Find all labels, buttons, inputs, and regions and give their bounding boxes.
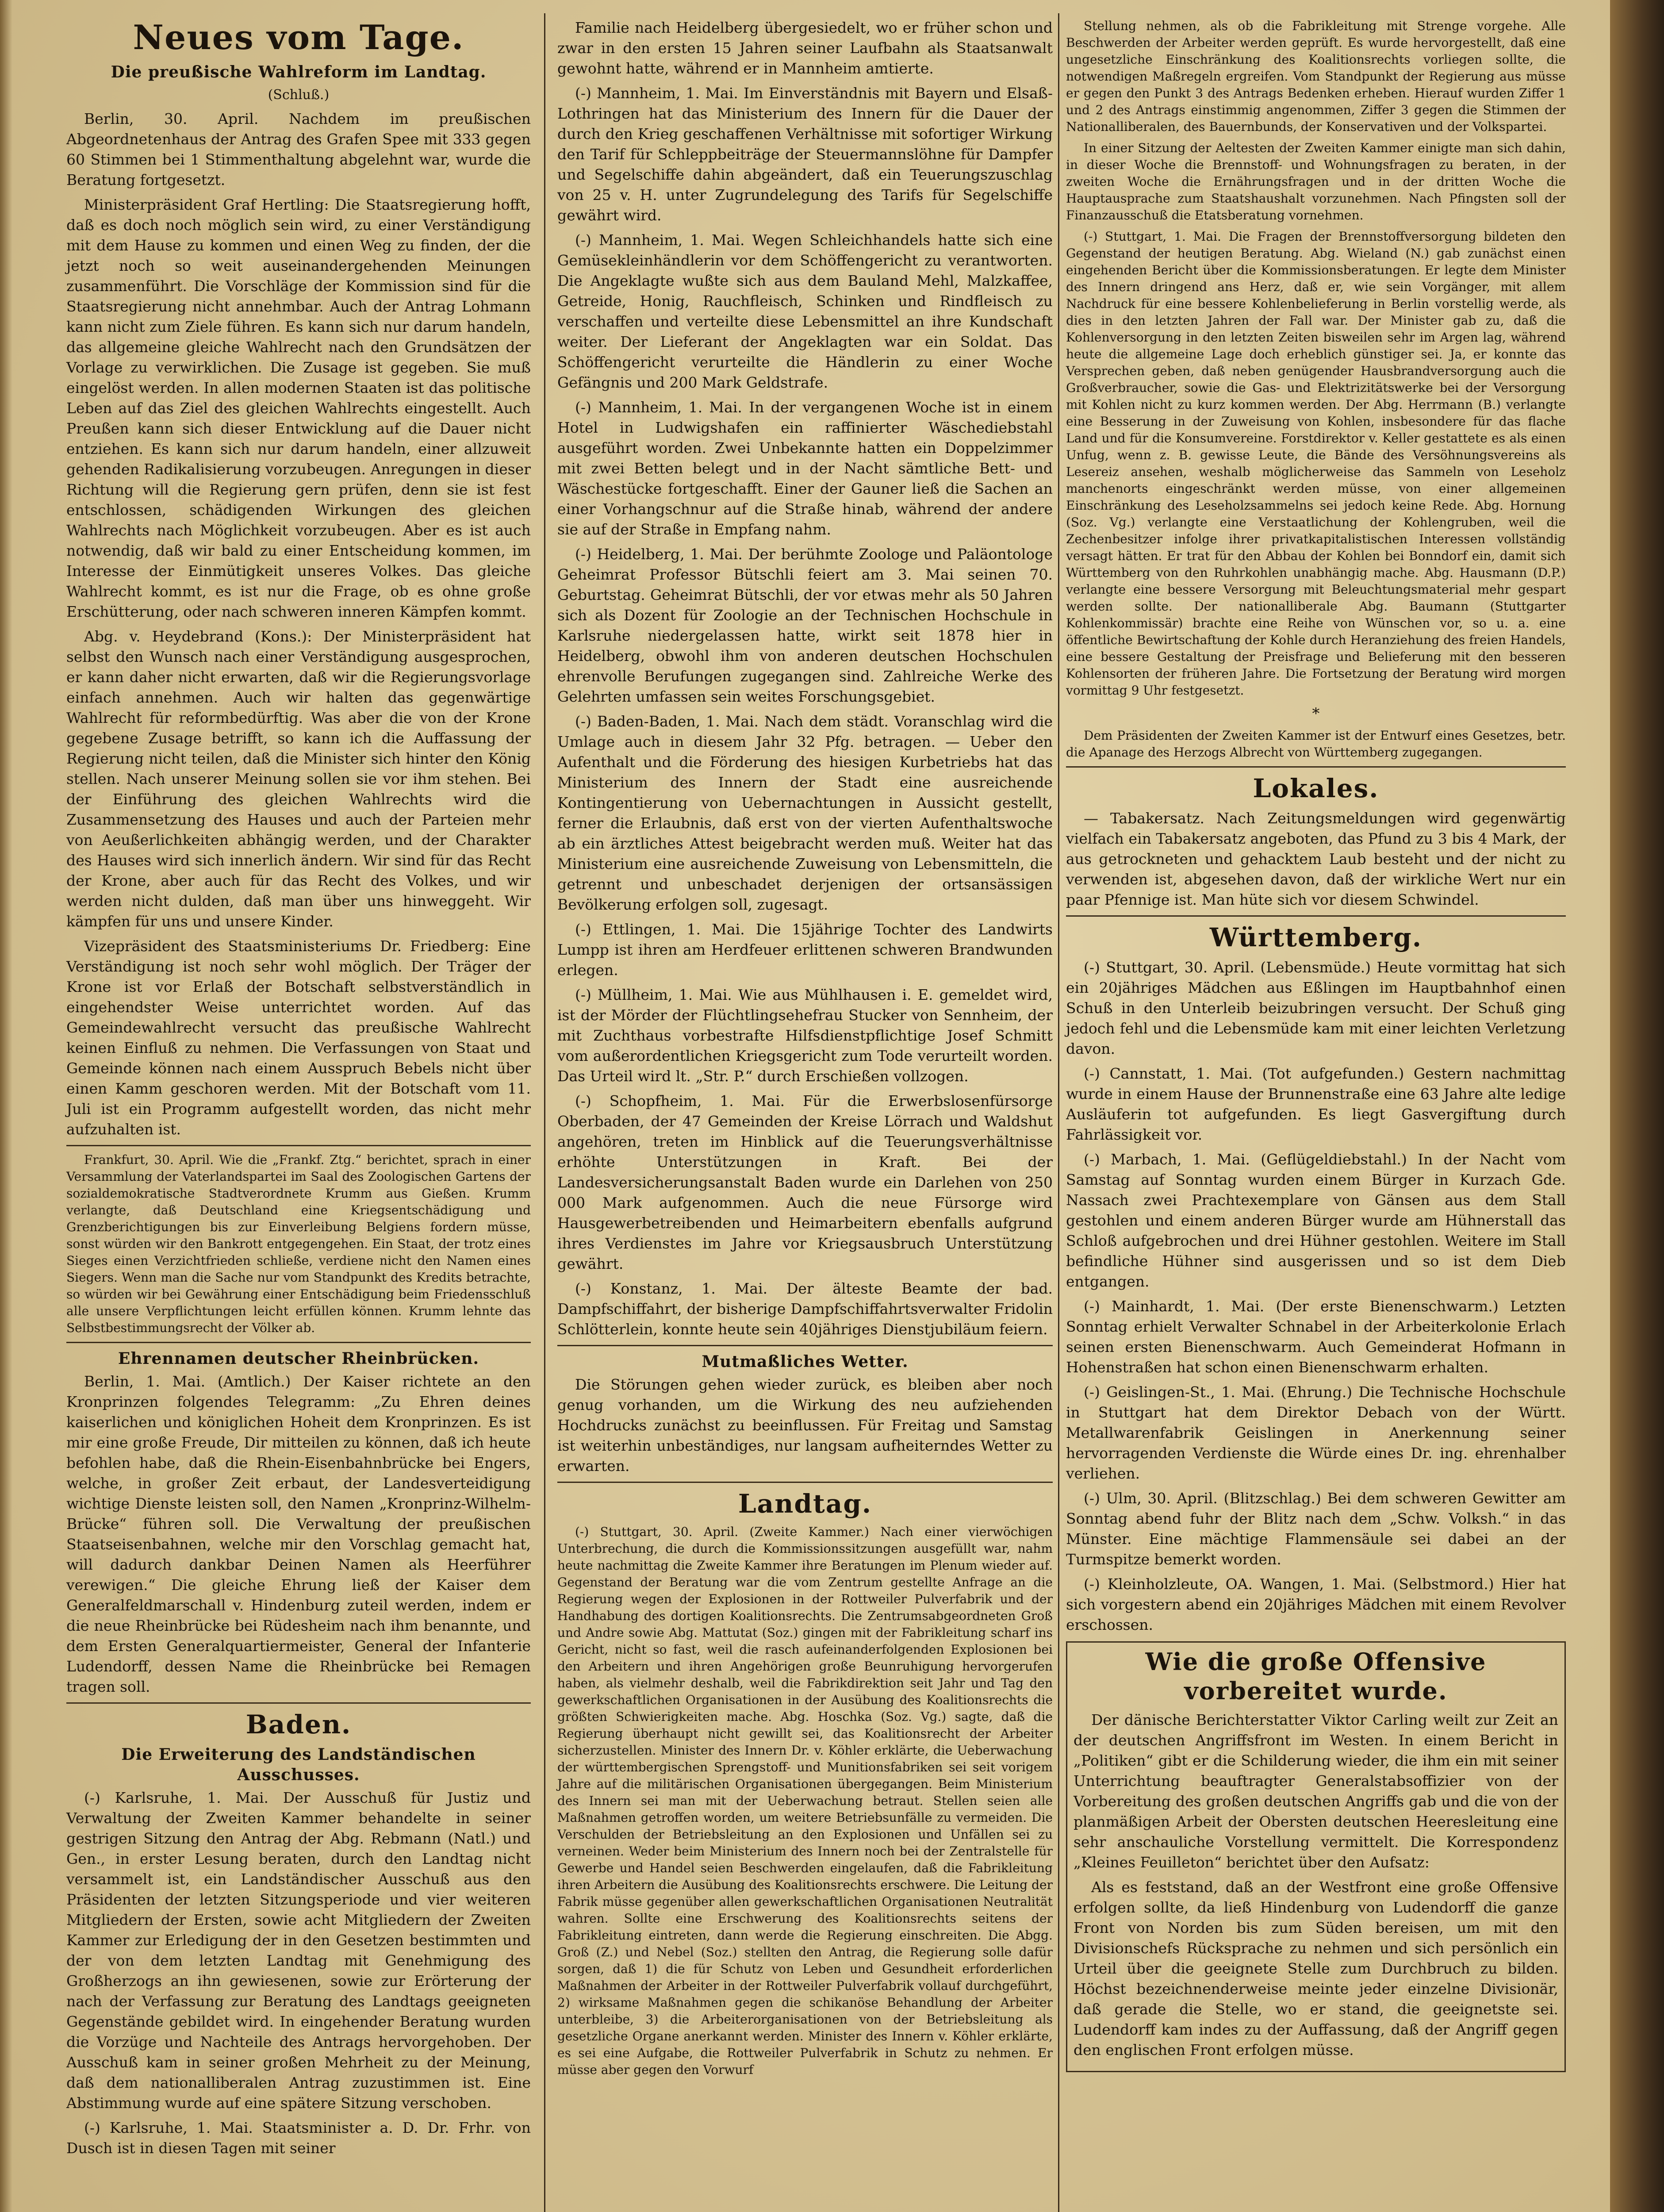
subheading-ausschuss: Die Erweiterung des Landständischen Ausschusses. <box>121 1745 476 1784</box>
column-rule-1 <box>544 13 545 2212</box>
article-paragraph: Abg. v. Heydebrand (Kons.): Der Ministerpräsident hat selbst den Wunsch nach einer Verständigung ausgesprochen, er kann daher nicht erwarten, daß wir die Regierungsvorlage einfach annehmen. Auch wir halten das gegenwärtige Wahlrecht für reformbedürftig. Was aber die von der Krone gegebene Zusage betrifft, so kann ich die Auffassung der Regierung nicht teilen, daß die Minister sich hinter den König stellen. Nach unserer Meinung sollen sie vor ihm stehen. Bei der Einführung des gleichen Wahlrechts wird die Zusammensetzung des Hauses und auch der Parteien mehr von Aeußerlichkeiten abhängig werden, und der Charakter des Hauses wird sich innerlich ändern. Wir sind für das Recht der Krone, aber auch für das Recht des Volkes, und wir werden nicht dulden, daß man über uns hinweggeht. Wir kämpfen für uns und unsere Kinder. <box>66 628 531 930</box>
heading-wuerttemberg: Württemberg. <box>1209 922 1422 952</box>
heading-lokales: Lokales. <box>1253 773 1379 803</box>
divider <box>66 1702 531 1704</box>
column-left <box>66 18 531 2163</box>
article-paragraph: (-) Schopfheim, 1. Mai. Für die Erwerbslosenfürsorge Oberbaden, der 47 Gemeinden der Kreise Lörrach und Waldshut angehören, treten im Hinblick auf die Teuerungsverhältnisse erhöhte Unterstützungen in Kraft. Bei der Landesversicherungsanstalt Baden wurde ein Darlehen von 250 000 Mark aufgenommen. Auch die neue Fürsorge wird Hausgewerbetreibenden und Heimarbeitern ebenfalls aufgrund ihres Verdienstes im Jahre vor Kriegsausbruch Unterstützung gewährt. <box>557 1092 1053 1272</box>
divider <box>66 1145 531 1146</box>
article-paragraph: (-) Ulm, 30. April. (Blitzschlag.) Bei dem schweren Gewitter am Sonntag abend fuhr der Blitz nach dem „Schw. Volksh.“ in das Münster. Eine mächtige Flammensäule sei dabei an der Turmspitze bemerkt worden. <box>1066 1490 1566 1568</box>
article-paragraph: Berlin, 30. April. Nachdem im preußischen Abgeordnetenhaus der Antrag des Grafen Spee mit 333 gegen 60 Stimmen bei 1 Stimmenthaltung abgelehnt war, wurde die Beratung fortgesetzt. <box>66 110 531 188</box>
article-paragraph: Der dänische Berichterstatter Viktor Carling weilt zur Zeit an der deutschen Angriffsfront im Westen. In einem Bericht in „Politiken“ gibt er die Schilderung wieder, die ihm ein mit seiner Unterrichtung beauftragter Generalstabsoffizier von der Vorbereitung des großen deutschen Angriffs gab und die von der planmäßigen Arbeit der Obersten deutschen Heeresleitung eine sehr anschauliche Vorstellung vermittelt. Die Korrespondenz „Kleines Feuilleton“ berichtet über den Aufsatz: <box>1074 1711 1558 1871</box>
article-paragraph: (-) Müllheim, 1. Mai. Wie aus Mühlhausen i. E. gemeldet wird, ist der Mörder der Flüchtlingsehefrau Stucker von Sennheim, der mit Zuchthaus vorbestrafte Hilfsdienstpflichtige Josef Schmitt vom außerordentlichen Kriegsgericht zum Tode verurteilt worden. Das Urteil wird lt. „Str. P.“ durch Erschießen vollzogen. <box>557 986 1053 1085</box>
article-paragraph: Dem Präsidenten der Zweiten Kammer ist der Entwurf eines Gesetzes, betr. die Apanage des Herzogs Albrecht von Württemberg zugegangen. <box>1066 728 1566 760</box>
small-print-block <box>66 1152 531 1336</box>
article-paragraph: (-) Geislingen-St., 1. Mai. (Ehrung.) Die Technische Hochschule in Stuttgart hat dem Direktor Debach von der Württ. Metallwarenfabrik Geislingen in Anerkennung seiner hervorragenden Verdienste die Würde eines Dr. ing. ehrenhalber verliehen. <box>1066 1383 1566 1482</box>
article-paragraph: (-) Stuttgart, 30. April. (Zweite Kammer.) Nach einer vierwöchigen Unterbrechung, die durch die Kommissionssitzungen ausgefüllt war, nahm heute nachmittag die Zweite Kammer ihre Beratungen im Plenum wieder auf. Gegenstand der Beratung war die vom Zentrum gestellte Anfrage an die Regierung wegen der Explosionen in der Rottweiler Pulverfabrik und der Handhabung des dortigen Koalitionsrechts. Die Zentrumsabgeordneten Groß und Andre sowie Abg. Mattutat (Soz.) gingen mit der Fabrikleitung scharf ins Gericht, nicht so fast, weil die rasch aufeinanderfolgenden Explosionen bei den Arbeitern und ihren Angehörigen große Beunruhigung hervorgerufen haben, als vielmehr deshalb, weil die Fabrikdirektion seit Jahr und Tag den gewerkschaftlichen Organisationen in der Ausübung des Koalitionsrechts die größten Schwierigkeiten mache. Abg. Hoschka (Soz. Vg.) sagte, daß die Regierung überhaupt nicht gewillt sei, das Koalitionsrecht der Arbeiter sicherzustellen. Minister des Innern Dr. v. Köhler erklärte, die Ueberwachung der württembergischen Sprengstoff- und Munitionsfabriken sei seit vorigem Jahre auf die militärischen Organisationen übergegangen. Beim Ministerium des Innern sei man mit der Ueberwachung betraut. Stellen seien alle Maßnahmen getroffen worden, um weitere Betriebsunfälle zu vermeiden. Die Verschulden der Betriebsleitung an den Explosionen und Unfällen sei zu verneinen. Weder beim Ministerium des Innern noch bei der Zentralstelle für Gewerbe und Handel seien Beschwerden eingelaufen, daß die Fabrikleitung ihren Arbeitern die Ausübung des Koalitionsrechts erschwere. Die Leitung der Fabrik müsse gegenüber allen gewerkschaftlichen Organisationen Neutralität wahren. Sollte eine Erschwerung des Koalitionsrechts seitens der Fabrikleitung eintreten, dann werde die Regierung einschreiten. Die Abgg. Groß (Z.) und Nebel (Soz.) stellten den Antrag, die Regierung solle dafür sorgen, daß 1) die für Schutz von Leben und Gesundheit erforderlichen Maßnahmen der Arbeiter in der Rottweiler Pulverfabrik vollauf durchgeführt, 2) wirksame Maßnahmen gegen die schikanöse Behandlung der Arbeiter unterbleibe, 3) die Arbeiterorganisationen von der Betriebsleitung als gesetzliche Organe anerkannt werden. Minister des Innern v. Köhler erklärte, es sei eine Aufgabe, die Rottweiler Pulverfabrik in Schutz zu nehmen. Er müsse aber gegen den Vorwurf <box>557 1525 1053 2077</box>
article-paragraph: In einer Sitzung der Aeltesten der Zweiten Kammer einigte man sich dahin, in dieser Woche die Brennstoff- und Wohnungsfragen zu beraten, in der zweiten Woche die Ernährungsfragen und in der dritten Woche die Hauptausprache zum Staatshaushalt vorzunehmen. Nach Pfingsten soll der Finanzausschuß die Etatsberatung vornehmen. <box>1066 141 1566 223</box>
small-print-block <box>557 1524 1053 2078</box>
heading-offensive: Wie die große Offensive vorbereitet wurde. <box>1145 1647 1487 1705</box>
article-paragraph: Frankfurt, 30. April. Wie die „Frankf. Ztg.“ berichtet, sprach in einer Versammlung der Vaterlandspartei im Saal des Zoologischen Gartens der sozialdemokratische Stadtverordnete Krumm aus Gießen. Krumm verlangte, daß Deutschland eine Kriegsentschädigung und Grenzberichtigungen bis zur Einverleibung Belgiens fordern müsse, sonst würden wir den Bankrott entgegengehen. Ein Staat, der trotz eines Sieges einen Verzichtfrieden schließe, verdiene nicht den Namen eines Siegers. Wenn man die Sache nur vom Standpunkt des Kredits betrachte, so würden wir bei Gewährung einer Entschädigung beim Friedensschluß alle unsere Verpflichtungen leicht erfüllen können. Krumm lehnte das Selbstbestimmungsrecht der Völker ab. <box>66 1152 531 1335</box>
article-paragraph: (-) Stuttgart, 30. April. (Lebensmüde.) Heute vormittag hat sich ein 20jähriges Mädchen aus Eßlingen im Hauptbahnhof einen Schuß in den Unterleib beizubringen versucht. Der Schuß ging jedoch fehl und die Lebensmüde kam mit einer leichten Verletzung davon. <box>1066 959 1566 1057</box>
heading-landtag: Landtag. <box>738 1489 872 1519</box>
asterisk-separator: * <box>1312 705 1320 722</box>
article-paragraph: — Tabakersatz. Nach Zeitungsmeldungen wird gegenwärtig vielfach ein Tabakersatz angeboten, das Pfund zu 3 bis 4 Mark, der aus getrockneten und gehacktem Laub besteht und der nicht zu verwenden ist, abgesehen davon, daß der wirkliche Wert nur ein paar Pfennige ist. Man hüte sich vor diesem Schwindel. <box>1066 810 1566 908</box>
article-paragraph: (-) Stuttgart, 1. Mai. Die Fragen der Brennstoffversorgung bildeten den Gegenstand der heutigen Beratung. Abg. Wieland (N.) gab zunächst einen eingehenden Bericht über die Kommissionsberatungen. Er legte dem Minister des Innern dringend ans Herz, daß er, wie sein Vorgänger, mit allem Nachdruck für eine bessere Kohlenbelieferung in Berlin vorstellig werde, als dies in den letzten Jahren der Fall war. Der Minister gab zu, daß die Kohlenversorgung in den letzten Zeiten bisweilen sehr im Argen lag, während heute die allgemeine Lage doch erheblich günstiger sei. Ja, er konnte das Versprechen geben, daß neben genügender Hausbrandversorgung auch die Großverbraucher, sowie die Gas- und Elektrizitätswerke bei der Versorgung mit Kohlen nicht zu kurz kommen werden. Der Abg. Herrmann (B.) verlangte eine Besserung in der Zuweisung von Kohlen, insbesondere für das flache Land und für die Konsumvereine. Forstdirektor v. Keller gestattete es als einen Unfug, wenn z. B. gewisse Leute, die Bände des Versöhnungsvereins als Lesereiz ansehen, weshalb möglicherweise das Sammeln von Leseholz manchenorts eingeschränkt werden müsse, von einer allgemeinen Einschränkung des Leseholzsammelns sei jedoch keine Rede. Abg. Hornung (Soz. Vg.) verlangte eine Verstaatlichung der Kohlengruben, weil die Zechenbesitzer infolge ihrer privatkapitalistischen Interessen vollständig versagt hätten. Er trat für den Abbau der Kohlen bei Bonndorf ein, damit sich Württemberg von den Ruhrkohlen unabhängig mache. Abg. Hausmann (D.P.) verlangte eine bessere Versorgung mit Beleuchtungsmaterial mehr gespart werden sollte. Der nationalliberale Abg. Baumann (Stuttgarter Kohlenkommissär) brachte eine Reihe von Wünschen vor, so u. a. eine öffentliche Bewirtschaftung der Kohle durch Heranziehung des freien Handels, eine bessere Gestaltung der Preisfrage und Belieferung mit den besseren Kohlensorten der früheren Jahre. Die Fortsetzung der Beratung wird morgen vormittag 9 Uhr festgesetzt. <box>1066 229 1566 698</box>
column-middle <box>557 18 1053 2083</box>
heading-wetter: Mutmaßliches Wetter. <box>702 1352 909 1371</box>
article-paragraph: (-) Baden-Baden, 1. Mai. Nach dem städt. Voranschlag wird die Umlage auch in diesem Jahr 32 Pfg. betragen. — Ueber den Aufenthalt und die Förderung des hiesigen Kurbetriebs hat das Ministerium des Innern der Stadt eine ausreichende Kontingentierung von Uebernachtungen in Aussicht gestellt, ferner die Erlaubnis, daß erst von der vierten Aufenthaltswoche ab ein ärztliches Attest beigebracht werden muß. Weiter hat das Ministerium eine ausreichende Zuweisung von Lebensmitteln, die getrennt und unbeschadet derjenigen der ortsansässigen Bevölkerung erfolgen soll, zugesagt. <box>557 713 1053 913</box>
article-paragraph: Familie nach Heidelberg übergesiedelt, wo er früher schon und zwar in den ersten 15 Jahren seiner Laufbahn als Staatsanwalt gewohnt hatte, während er in Mannheim amtierte. <box>557 19 1053 77</box>
page-left-shadow <box>0 0 12 2212</box>
article-paragraph: (-) Mainhardt, 1. Mai. (Der erste Bienenschwarm.) Letzten Sonntag erhielt Verwalter Schnabel in der Arbeiterkolonie Erlach seinen ersten Bienenschwarm. Auch Gemeinderat Hofmann in Hohenstraßen hat schon einen Bienenschwarm erhalten. <box>1066 1298 1566 1376</box>
article-paragraph: Berlin, 1. Mai. (Amtlich.) Der Kaiser richtete an den Kronprinzen folgendes Telegramm: „Zu Ehren deines kaiserlichen und königlichen Hoheit dem Kronprinzen. Es ist mir eine große Freude, Dir mitteilen zu können, daß ich heute befohlen habe, daß die Rhein-Eisenbahnbrücke bei Engers, welche, in großer Zeit erbaut, der Landesverteidigung wichtige Dienste leisten soll, den Namen „Kronprinz-Wilhelm-Brücke“ führen soll. Die Verwaltung der preußischen Staatseisenbahnen, welche mir den Vorschlag gemacht hat, will dadurch dankbar Deinen Namen als Heerführer verewigen.“ Die gleiche Ehrung ließ der Kaiser dem Generalfeldmarschall v. Hindenburg zuteil werden, indem er die neue Rheinbrücke bei Rüdesheim nach ihm benannte, und dem Ersten Generalquartiermeister, General der Infanterie Ludendorff, dessen Name die Rheinbrücke bei Remagen tragen soll. <box>66 1373 531 1695</box>
divider <box>66 1342 531 1343</box>
article-paragraph: (-) Karlsruhe, 1. Mai. Staatsminister a. D. Dr. Frhr. von Dusch ist in diesen Tagen mit seiner <box>66 2119 531 2157</box>
article-paragraph: Als es feststand, daß an der Westfront eine große Offensive erfolgen sollte, da ließ Hindenburg von Ludendorff die ganze Front von Norden bis zum Süden bereisen, um mit den Divisionschefs Rücksprache zu nehmen und sich persönlich ein Urteil über die geeignete Stelle zum Durchbruch zu bilden. Höchst bezeichnenderweise meinte jeder einzelne Divisionär, daß gerade die Stelle, wo er stand, die geeignetste sei. Ludendorff kam indes zu der Auffassung, daß der Angriff gegen den englischen Front erfolgen müsse. <box>1074 1878 1558 2058</box>
column-rule-2 <box>1058 13 1059 2212</box>
article-paragraph: Die Störungen gehen wieder zurück, es bleiben aber noch genug vorhanden, um die Wirkung des neu aufziehenden Hochdrucks zunächst zu beeinflussen. Für Freitag und Samstag ist weiterhin unbeständiges, nur langsam aufheiterndes Wetter zu erwarten. <box>557 1376 1053 1475</box>
subheading-wahlreform: Die preußische Wahlreform im Landtag. <box>111 63 487 81</box>
article-paragraph: Ministerpräsident Graf Hertling: Die Staatsregierung hofft, daß es doch noch möglich sein wird, zu einer Verständigung mit dem Hause zu kommen und einen Weg zu finden, der die jetzt noch so weit auseinandergehenden Meinungen zusammenführt. Die Vorschläge der Kommission sind für die Staatsregierung nicht annehmbar. Auch der Antrag Lohmann kann nicht zum Ziele führen. Es kann sich nur darum handeln, das allgemeine gleiche Wahlrecht nach den Grundsätzen der Vorlage zu verwirklichen. Die Zusage ist gegeben. Sie muß eingelöst werden. In allen modernen Staaten ist das politische Leben auf das Ziel des gleichen Wahlrechts eingestellt. Auch Preußen kann sich dieser Entwicklung auf die Dauer nicht entziehen. Es kann sich nur darum handeln, einer allzuweit gehenden Radikalisierung vorzubeugen. Anregungen in dieser Richtung will die Regierung gern prüfen, denn sie ist fest entschlossen, schädigenden Wirkungen des gleichen Wahlrechts nach Möglichkeit vorzubeugen. Aber es ist auch notwendig, daß wir bald zu einer Entscheidung kommen, im Interesse der Einmütigkeit unseres Volkes. Das gleiche Wahlrecht kommt, es ist nur die Frage, ob es ohne große Erschütterung, oder nach schweren inneren Kämpfen kommt. <box>66 196 531 620</box>
heading-baden: Baden. <box>245 1709 352 1740</box>
divider <box>1066 915 1566 917</box>
divider <box>557 1345 1053 1346</box>
article-paragraph: Vizepräsident des Staatsministeriums Dr. Friedberg: Eine Verständigung ist noch sehr wohl möglich. Der Träger der Krone ist vor Erlaß der Botschaft selbstverständlich in eingehendster Weise unterrichtet worden. Auf das Gemeindewahlrecht versucht das preußische Wahlrecht keinen Einfluß zu nehmen. Die Verfassungen von Staat und Gemeinde können nach einem Ausspruch Bebels nicht über einen Kamm geschoren werden. Mit der Botschaft vom 11. Juli ist ein Programm aufgestellt worden, das nicht mehr aufzuhalten ist. <box>66 937 531 1138</box>
article-paragraph: Stellung nehmen, als ob die Fabrikleitung mit Strenge vorgehe. Alle Beschwerden der Arbeiter werden geprüft. Es wurde hervorgestellt, daß eine ungesetzliche Einschränkung des Koalitionsrechts vorliegen sollte, die notwendigen Maßregeln ergreifen. Vom Standpunkt der Regierung aus müsse er gegen den Punkt 3 des Antrags Bedenken erheben. Hierauf wurden Ziffer 1 und 2 des Antrags einstimmig angenommen, Ziffer 3 gegen die Stimmen der Nationalliberalen, des Bauernbunds, der Konservativen und der Volkspartei. <box>1066 19 1566 134</box>
heading-ehrennamen: Ehrennamen deutscher Rheinbrücken. <box>118 1349 479 1368</box>
book-spine <box>1610 0 1664 2212</box>
article-paragraph: (-) Konstanz, 1. Mai. Der älteste Beamte der bad. Dampfschiffahrt, der bisherige Dampfschiffahrtsverwalter Fridolin Schlötterlein, konnte heute sein 40jähriges Dienstjubiläum feiern. <box>557 1280 1053 1338</box>
article-paragraph: (-) Mannheim, 1. Mai. Wegen Schleichhandels hatte sich eine Gemüsekleinhändlerin vor dem Schöffengericht zu verantworten. Die Angeklagte wußte sich aus dem Bauland Mehl, Malzkaffee, Getreide, Honig, Rauchfleisch, Schinken und Rindfleisch zu verschaffen und verteilte diese Lebensmittel an ihre Kundschaft weiter. Der Lieferant der Angeklagten war ein Soldat. Das Schöffengericht verurteilte die Händlerin zu einer Woche Gefängnis und 200 Mark Geldstrafe. <box>557 231 1053 391</box>
article-paragraph: (-) Heidelberg, 1. Mai. Der berühmte Zoologe und Paläontologe Geheimrat Professor Bütschli feiert am 3. Mai seinen 70. Geburtstag. Geheimrat Bütschli, der vor etwas mehr als 50 Jahren sich als Dozent für Zoologie an der Technischen Hochschule in Karlsruhe niedergelassen hatte, wirkt seit 1878 hier in Heidelberg, obwohl ihm von anderen deutschen Hochschulen ehrenvolle Berufungen zugegangen sind. Zahlreiche Werke des Gelehrten umfassen sein weites Forschungsgebiet. <box>557 545 1053 705</box>
article-paragraph: (-) Karlsruhe, 1. Mai. Der Ausschuß für Justiz und Verwaltung der Zweiten Kammer behandelte in seiner gestrigen Sitzung den Antrag der Abg. Rebmann (Natl.) und Gen., in erster Lesung beraten, durch den Landtag nicht versammelt ist, ein Landständischer Ausschuß aus den Präsidenten der letzten Sitzungsperiode und vier weiteren Mitgliedern der Ersten, sowie acht Mitgliedern der Zweiten Kammer zur Erledigung der in den Gesetzen bestimmten und der von dem letzten Landtag mit Genehmigung des Großherzogs an ihn gewiesenen, sowie zur Erörterung der nach der Verfassung zur Beratung des Landtags geeigneten Gegenstände gebildet wird. In eingehender Beratung wurden die Vorzüge und Nachteile des Antrags hervorgehoben. Der Ausschuß kam in seiner großen Mehrheit zu der Meinung, daß dem nationalliberalen Antrag zuzustimmen ist. Eine Abstimmung wurde auf eine spätere Sitzung verschoben. <box>66 1789 531 2112</box>
small-print-block <box>1066 18 1566 761</box>
article-paragraph: (-) Kleinholzleute, OA. Wangen, 1. Mai. (Selbstmord.) Hier hat sich vorgestern abend ein 20jähriges Mädchen mit einem Revolver erschossen. <box>1066 1575 1566 1633</box>
divider <box>1066 766 1566 768</box>
article-paragraph: (-) Cannstatt, 1. Mai. (Tot aufgefunden.) Gestern nachmittag wurde in einem Hause der Brunnenstraße eine 63 Jahre alte ledige Ausläuferin tot aufgefunden. Es liegt Gasvergiftung durch Fahrlässigkeit vor. <box>1066 1065 1566 1143</box>
subnote-schluss: (Schluß.) <box>268 87 330 103</box>
article-paragraph: (-) Ettlingen, 1. Mai. Die 15jährige Tochter des Landwirts Lumpp ist ihren am Herdfeuer erlittenen schweren Brandwunden erlegen. <box>557 921 1053 979</box>
divider <box>557 1482 1053 1483</box>
article-paragraph: (-) Marbach, 1. Mai. (Geflügeldiebstahl.) In der Nacht vom Samstag auf Sonntag wurden einem Bürger in Kurzach Gde. Nassach zwei Prachtexemplare von Gänsen aus dem Stall gestohlen und einem anderen Bürger wurde am Hühnerstall das Schloß aufgebrochen und drei Hühner gestohlen. Weitere im Stall befindliche Hühner sind ausgerissen und so ist dem Dieb entgangen. <box>1066 1151 1566 1290</box>
offensive-article-box <box>1066 1641 1566 2072</box>
column-right <box>1066 18 1566 2072</box>
article-paragraph: (-) Mannheim, 1. Mai. Im Einverständnis mit Bayern und Elsaß-Lothringen hat das Ministerium des Innern für die Dauer der durch den Krieg geschaffenen Verhältnisse mit sofortiger Wirkung den Tarif für Schleppbeiträge der Steuermannslöhne für Dampfer und Segelschiffe dahin abgeändert, daß ein Teuerungszuschlag von 25 v. H. unter Zugrundelegung des Tarifs für Segelschiffe gewährt wird. <box>557 84 1053 224</box>
heading-neues-vom-tage: Neues vom Tage. <box>133 18 464 57</box>
article-paragraph: (-) Mannheim, 1. Mai. In der vergangenen Woche ist in einem Hotel in Ludwigshafen ein raffinierter Wäschediebstahl ausgeführt worden. Zwei Unbekannte hatten ein Doppelzimmer mit zwei Betten belegt und in der Nacht sämtliche Bett- und Wäschestücke fortgeschafft. Einer der Gauner ließ die Sachen an einer Vorhangschnur auf die Straße hinab, während der andere sie auf der Straße in Empfang nahm. <box>557 399 1053 538</box>
